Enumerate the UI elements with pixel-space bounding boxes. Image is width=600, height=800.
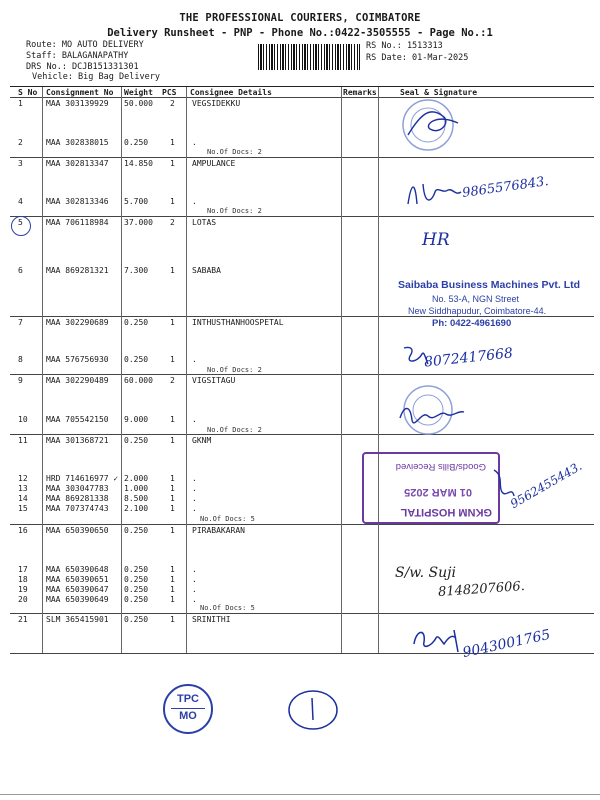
col-remarks: Remarks: [343, 88, 377, 97]
row-pcs: 1: [170, 585, 175, 594]
row-weight: 0.250: [124, 318, 149, 327]
row-weight: 1.000: [124, 484, 149, 493]
row-consignee: SABABA: [192, 266, 221, 275]
row-sno: 4: [18, 197, 23, 206]
handwritten-name: S/w. Suji: [395, 565, 456, 581]
row-pcs: 1: [170, 266, 175, 275]
row-weight: 0.250: [124, 615, 149, 624]
stamp-received-text: Goods/Bills Received: [395, 461, 486, 472]
row-weight: 60.000: [124, 376, 153, 385]
row-consignment-no: MAA 650390649: [46, 595, 109, 604]
hand-drawn-circle: [286, 688, 340, 732]
row-consignment-no: SLM 365415901: [46, 615, 109, 624]
row-pcs: 1: [170, 159, 175, 168]
row-consignee: .: [192, 494, 197, 503]
col-seal: Seal & Signature: [400, 88, 478, 97]
tpc-mo-stamp: [163, 684, 213, 734]
row-weight: 2.000: [124, 474, 149, 483]
row-consignee: INTHUSTHANHOOSPETAL: [192, 318, 284, 327]
row-sno: 18: [18, 575, 28, 584]
row-consignment-no: MAA 302838015: [46, 138, 109, 147]
row-consignment-no: HRD 714616977 ✓: [46, 474, 119, 483]
rs-number: RS No.: 1513313: [366, 41, 443, 51]
row-consignment-no: MAA 650390648: [46, 565, 109, 574]
row-weight: 50.000: [124, 99, 153, 108]
row-sno: 12: [18, 474, 28, 483]
row-consignee: PIRABAKARAN: [192, 526, 245, 535]
row-sno: 6: [18, 266, 23, 275]
row-consignee: .: [192, 355, 197, 364]
row-pcs: 1: [170, 494, 175, 503]
row-consignee: .: [192, 565, 197, 574]
doc-count-note: No.Of Docs: 5: [200, 515, 255, 523]
document-title: THE PROFESSIONAL COURIERS, COIMBATORE: [179, 12, 421, 24]
row-sno: 20: [18, 595, 28, 604]
row-sno: 10: [18, 415, 28, 424]
row-sno: 21: [18, 615, 28, 624]
doc-count-note: No.Of Docs: 2: [207, 207, 262, 215]
col-sno: S No: [18, 88, 38, 97]
row-pcs: 1: [170, 415, 175, 424]
doc-count-note: No.Of Docs: 2: [207, 366, 262, 374]
row-weight: 9.000: [124, 415, 149, 424]
row-pcs: 1: [170, 138, 175, 147]
row-consignment-no: MAA 303047783: [46, 484, 109, 493]
row-consignment-no: MAA 302290689: [46, 318, 109, 327]
row-consignee: .: [192, 585, 197, 594]
handwritten-phone: 8148207606.: [437, 578, 526, 601]
row-consignment-no: MAA 302813347: [46, 159, 109, 168]
handwritten-phone: 9865576843.: [461, 174, 550, 201]
row-consignee: VEGSIDEKKU: [192, 99, 241, 108]
row-pcs: 1: [170, 474, 175, 483]
row-consignment-no: MAA 869281321: [46, 266, 109, 275]
row-pcs: 2: [170, 218, 175, 227]
row-weight: 0.250: [124, 355, 149, 364]
row-consignment-no: MAA 869281338: [46, 494, 109, 503]
col-consignment: Consignment No: [46, 88, 114, 97]
row-pcs: 1: [170, 504, 175, 513]
tpc-label: TPC: [177, 693, 199, 705]
row-pcs: 1: [170, 575, 175, 584]
row-weight: 0.250: [124, 565, 149, 574]
document-subtitle: Delivery Runsheet - PNP - Phone No.:0422-3505555 - Page No.:1: [107, 27, 493, 39]
row-consignment-no: MAA 302813346: [46, 197, 109, 206]
doc-count-note: No.Of Docs: 2: [207, 148, 262, 156]
row-weight: 0.250: [124, 526, 149, 535]
row-weight: 37.000: [124, 218, 153, 227]
handwritten-initials: HR: [422, 230, 450, 250]
row-weight: 0.250: [124, 575, 149, 584]
signature-row21: [410, 624, 470, 654]
row-consignee: .: [192, 138, 197, 147]
row-pcs: 1: [170, 526, 175, 535]
row-weight: 0.250: [124, 595, 149, 604]
row-consignee: .: [192, 197, 197, 206]
row-pcs: 1: [170, 595, 175, 604]
drs-number: DRS No.: DCJB151331301: [26, 62, 139, 72]
row-sno: 15: [18, 504, 28, 513]
row-sno: 7: [18, 318, 23, 327]
stamp-date: 01 MAR 2025: [404, 486, 472, 498]
row-consignment-no: MAA 705542150: [46, 415, 109, 424]
row-pcs: 1: [170, 484, 175, 493]
row-consignee: SRINITHI: [192, 615, 231, 624]
row-sno: 19: [18, 585, 28, 594]
row-sno: 3: [18, 159, 23, 168]
company-stamp-name: Saibaba Business Machines Pvt. Ltd: [398, 279, 581, 291]
row-consignee: .: [192, 504, 197, 513]
doc-count-note: No.Of Docs: 2: [207, 426, 262, 434]
row-sno: 14: [18, 494, 28, 503]
company-stamp-city: New Siddhapudur, Coimbatore-44.: [408, 306, 547, 316]
row-pcs: 2: [170, 99, 175, 108]
row-consignee: .: [192, 474, 197, 483]
row-sno: 17: [18, 565, 28, 574]
company-stamp-phone: Ph: 0422-4961690: [432, 318, 512, 329]
row-consignee: .: [192, 415, 197, 424]
row-pcs: 1: [170, 615, 175, 624]
row-sno: 9: [18, 376, 23, 385]
row-weight: 0.250: [124, 436, 149, 445]
handwritten-phone: 9562455443.: [507, 458, 585, 512]
row-consignment-no: MAA 302290489: [46, 376, 109, 385]
row-consignee: .: [192, 484, 197, 493]
row-consignee: .: [192, 595, 197, 604]
mo-label: MO: [179, 710, 197, 722]
row-consignment-no: MAA 706118984: [46, 218, 109, 227]
col-pcs: PCS: [162, 88, 177, 97]
col-consignee: Consignee Details: [190, 88, 272, 97]
row-pcs: 1: [170, 318, 175, 327]
staff-label: Staff: BALAGANAPATHY: [26, 51, 129, 61]
row-consignee: LOTAS: [192, 218, 217, 227]
circled-row-mark: [11, 216, 31, 236]
row-consignment-no: MAA 650390647: [46, 585, 109, 594]
row-weight: 2.100: [124, 504, 149, 513]
row-sno: 2: [18, 138, 23, 147]
doc-count-note: No.Of Docs: 5: [200, 604, 255, 612]
handwritten-phone: 8072417668: [423, 345, 514, 371]
row-pcs: 2: [170, 376, 175, 385]
row-sno: 1: [18, 99, 23, 108]
row-weight: 8.500: [124, 494, 149, 503]
rs-date: RS Date: 01-Mar-2025: [366, 53, 469, 63]
row-sno: 11: [18, 436, 28, 445]
route-label: Route: MO AUTO DELIVERY: [26, 40, 144, 50]
handwritten-phone: 9043001765: [461, 626, 552, 662]
vehicle-label: Vehicle: Big Bag Delivery: [32, 72, 160, 82]
hospital-received-stamp: [362, 452, 500, 524]
col-weight: Weight: [124, 88, 153, 97]
row-consignment-no: MAA 303139929: [46, 99, 109, 108]
row-weight: 0.250: [124, 585, 149, 594]
round-stamp-signature: [388, 380, 468, 450]
row-consignee: GKNM: [192, 436, 212, 445]
company-stamp-address: No. 53-A, NGN Street: [432, 294, 520, 304]
row-consignment-no: MAA 650390651: [46, 575, 109, 584]
row-sno: 13: [18, 484, 28, 493]
row-sno: 5: [18, 218, 23, 227]
row-pcs: 1: [170, 565, 175, 574]
signature-row4: [403, 174, 463, 214]
row-consignment-no: MAA 576756930: [46, 355, 109, 364]
row-consignee: .: [192, 575, 197, 584]
row-weight: 14.850: [124, 159, 153, 168]
row-weight: 5.700: [124, 197, 149, 206]
row-sno: 16: [18, 526, 28, 535]
row-pcs: 1: [170, 197, 175, 206]
row-sno: 8: [18, 355, 23, 364]
row-consignment-no: MAA 707374743: [46, 504, 109, 513]
row-consignee: AMPULANCE: [192, 159, 236, 168]
row-consignment-no: MAA 301368721: [46, 436, 109, 445]
row-consignment-no: MAA 650390650: [46, 526, 109, 535]
row-weight: 0.250: [124, 138, 149, 147]
row-pcs: 1: [170, 436, 175, 445]
stamp-hospital-name: GKNM HOSPITAL: [400, 506, 492, 518]
row-pcs: 1: [170, 355, 175, 364]
row-consignee: VIGSITAGU: [192, 376, 236, 385]
row-weight: 7.300: [124, 266, 149, 275]
barcode: [258, 44, 360, 70]
round-company-stamp: [400, 95, 470, 165]
